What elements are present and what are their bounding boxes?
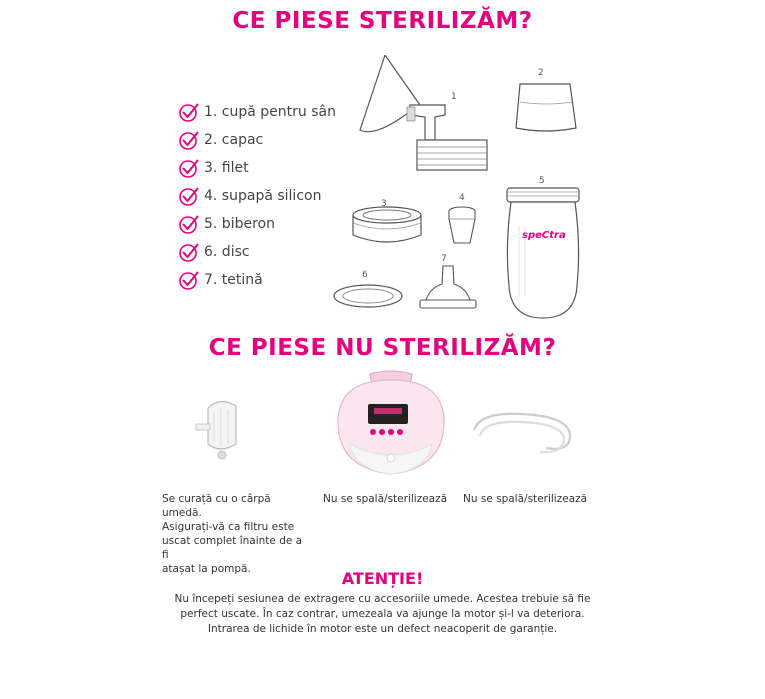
part-number-1: 1 [451, 92, 457, 102]
threaded-ring-illustration [348, 205, 426, 247]
warning-line: Intrarea de lichide în motor este un defect neacoperit de garanție. [207, 623, 558, 635]
tubing-caption: Nu se spală/sterilizează [463, 493, 588, 505]
sterilize-title: CE PIESE STERILIZĂM? [232, 8, 533, 34]
caption-line: Asigurați-vă ca filtru este [162, 521, 295, 533]
warning-text [160, 592, 605, 637]
cap-illustration [512, 80, 580, 140]
list-item-label: 2. capac [204, 132, 264, 148]
check-circle-icon [178, 157, 200, 179]
breast-pump-illustration [330, 370, 452, 480]
silicone-valve-illustration [445, 205, 479, 247]
part-number-5: 5 [539, 176, 545, 186]
warning-line: perfect uscate. În caz contrar, umezeala va ajunge la motor și-l va deteriora. [180, 608, 585, 620]
list-item [178, 238, 336, 266]
warning-title: ATENȚIE! [341, 569, 424, 588]
filter-illustration [190, 392, 252, 462]
check-circle-icon [178, 269, 200, 291]
warning-line: Nu începeți sesiunea de extragere cu accesoriile umede. Acestea trebuie să fie [174, 593, 591, 605]
disc-illustration [330, 282, 406, 310]
bottle-brand-label: speCtra [522, 230, 566, 241]
pump-caption: Nu se spală/sterilizează [323, 493, 448, 505]
list-item [178, 98, 336, 126]
list-item-label: 4. supapă silicon [204, 188, 322, 204]
caption-line: atașat la pompă. [162, 563, 251, 575]
list-item-label: 5. biberon [204, 216, 275, 232]
tubing-illustration [470, 406, 578, 460]
check-circle-icon [178, 213, 200, 235]
caption-line: Se curață cu o cârpă umedă. [162, 493, 271, 519]
filter-caption [162, 492, 312, 576]
list-item [178, 210, 336, 238]
list-item [178, 266, 336, 294]
no-sterilize-title: CE PIESE NU STERILIZĂM? [208, 335, 557, 361]
list-item [178, 154, 336, 182]
part-number-3: 3 [381, 199, 387, 209]
check-circle-icon [178, 241, 200, 263]
part-number-2: 2 [538, 68, 544, 78]
breast-shield-illustration [355, 55, 495, 175]
part-number-6: 6 [362, 270, 368, 280]
list-item [178, 182, 336, 210]
part-number-7: 7 [441, 254, 447, 264]
sterilize-checklist [178, 98, 336, 294]
check-circle-icon [178, 129, 200, 151]
part-number-4: 4 [459, 193, 465, 203]
list-item-label: 7. tetină [204, 272, 263, 288]
list-item-label: 1. cupă pentru sân [204, 104, 336, 120]
bottle-illustration [503, 186, 583, 322]
list-item [178, 126, 336, 154]
caption-line: uscat complet înainte de a fi [162, 535, 303, 561]
check-circle-icon [178, 101, 200, 123]
check-circle-icon [178, 185, 200, 207]
list-item-label: 6. disc [204, 244, 250, 260]
list-item-label: 3. filet [204, 160, 249, 176]
nipple-illustration [416, 264, 480, 320]
